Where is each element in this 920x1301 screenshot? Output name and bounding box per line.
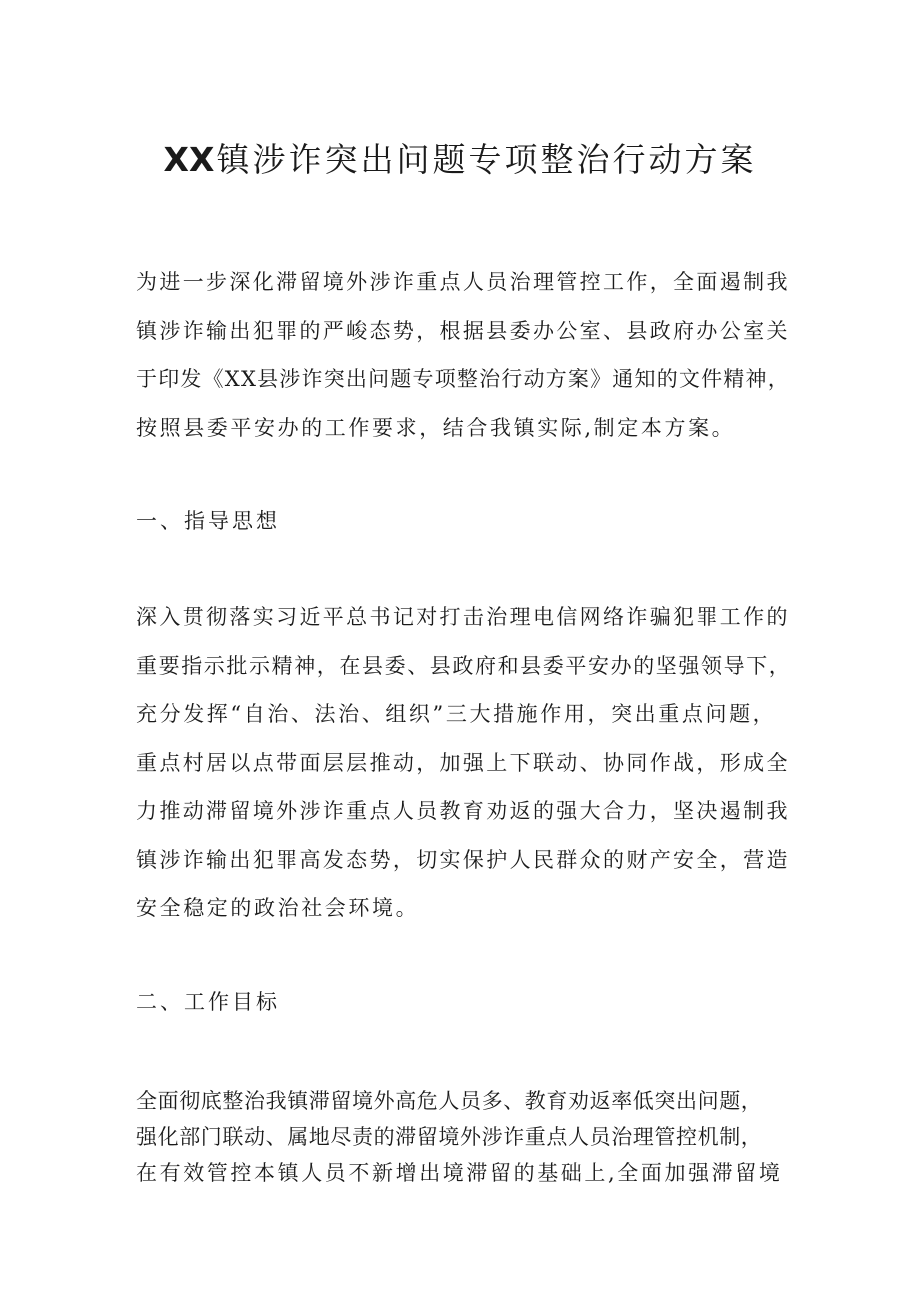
guiding-ideology-paragraph — [136, 593, 796, 933]
paragraph-line: 为进一步深化滞留境外涉诈重点人员治理管控工作，全面遏制我 — [136, 270, 790, 294]
work-goals-paragraph — [136, 1083, 796, 1191]
paragraph-line: 重点村居以点带面层层推动，加强上下联动、协同作战，形成全 — [136, 750, 790, 775]
paragraph-line: 安全稳定的政治社会环境。 — [136, 896, 420, 920]
paragraph-line: 力推动滞留境外涉诈重点人员教育劝返的强大合力，坚决遏制我 — [136, 799, 790, 823]
title-text: 镇涉诈突出问题专项整治行动方案 — [216, 140, 757, 179]
section-heading-work-goals: 二、工作目标 — [136, 990, 280, 1014]
paragraph-line: 于印发《XX县涉诈突出问题专项整治行动方案》通知的文件精神， — [136, 367, 790, 391]
section-heading-guiding-ideology: 一、指导思想 — [136, 509, 280, 533]
paragraph-line: 按照县委平安办的工作要求，结合我镇实际,制定本方案。 — [136, 415, 736, 440]
title-prefix: XX — [163, 140, 215, 179]
paragraph-line: 镇涉诈输出犯罪高发态势，切实保护人民群众的财产安全，营造 — [136, 847, 790, 872]
paragraph-line: 充分发挥“自治、法治、组织”三大措施作用，突出重点问题， — [136, 702, 777, 726]
document-title — [0, 138, 920, 182]
paragraph-line: 全面彻底整治我镇滞留境外高危人员多、教育劝返率低突出问题， — [136, 1089, 763, 1113]
paragraph-line: 强化部门联动、属地尽责的滞留境外涉诈重点人员治理管控机制， — [136, 1125, 763, 1149]
paragraph-line: 在有效管控本镇人员不新增出境滞留的基础上,全面加强滞留境 — [136, 1161, 783, 1185]
paragraph-line: 镇涉诈输出犯罪的严峻态势，根据县委办公室、县政府办公室关 — [136, 318, 790, 343]
paragraph-line: 重要指示批示精神，在县委、县政府和县委平安办的坚强领导下， — [136, 653, 792, 678]
intro-paragraph — [136, 258, 796, 452]
paragraph-line: 深入贯彻落实习近平总书记对打击治理电信网络诈骗犯罪工作的 — [136, 605, 790, 629]
